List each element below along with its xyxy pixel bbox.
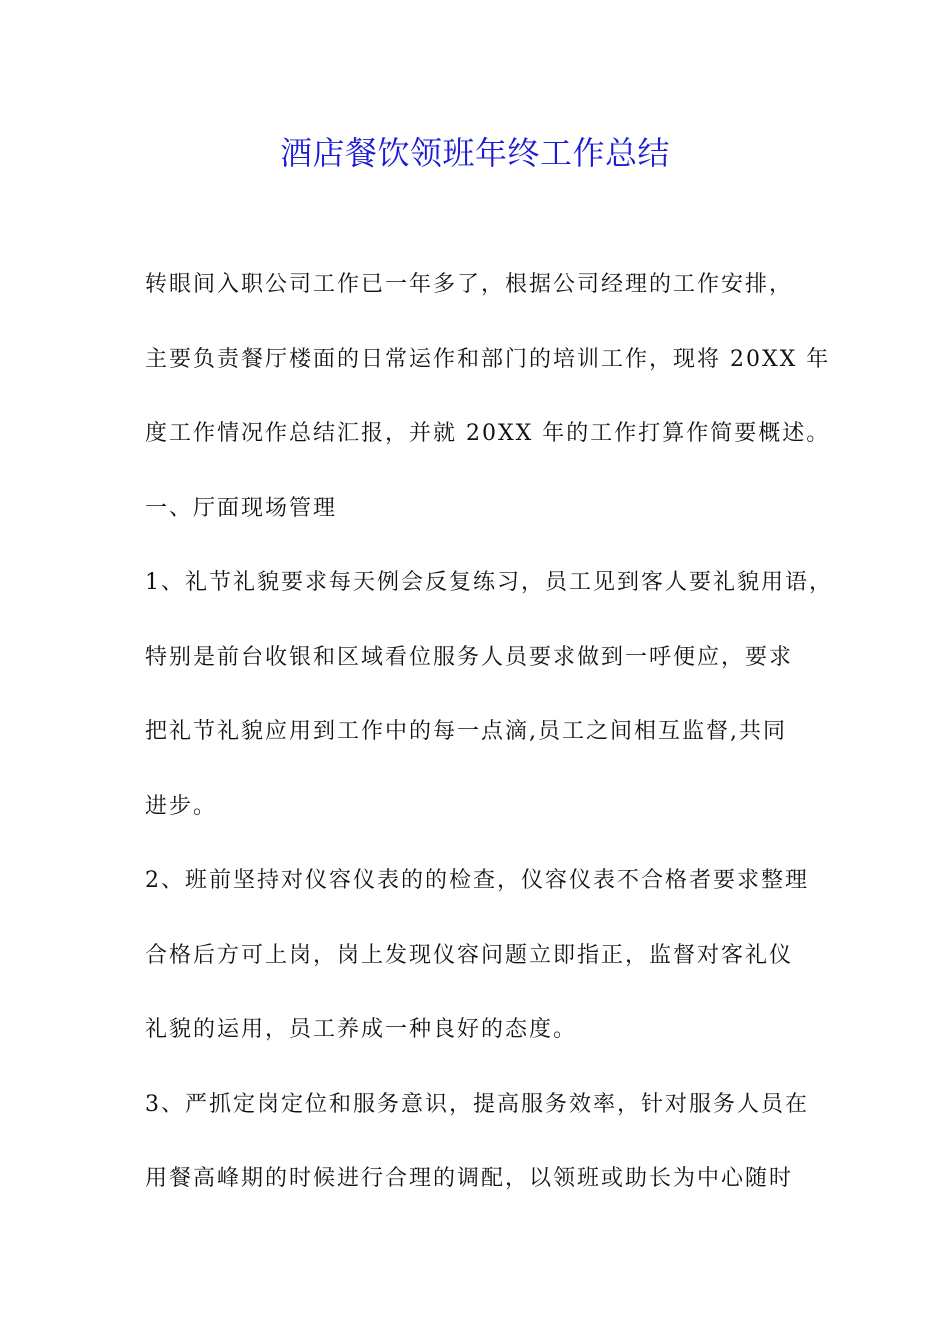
section-heading: 一、厅面现场管理 xyxy=(145,496,338,521)
text-line: 2、班前坚持对仪容仪表的的检查，仪容仪表不合格者要求整理 xyxy=(145,868,809,893)
text-line: 主要负责餐厅楼面的日常运作和部门的培训工作，现将 20XX 年 xyxy=(145,347,831,372)
text-line: 把礼节礼貌应用到工作中的每一点滴,员工之间相互监督,共同 xyxy=(145,719,787,744)
text-line: 转眼间入职公司工作已一年多了，根据公司经理的工作安排， xyxy=(145,272,794,297)
document-title: 酒店餐饮领班年终工作总结 xyxy=(279,134,670,172)
text-line: 用餐高峰期的时候进行合理的调配，以领班或助长为中心随时 xyxy=(145,1166,794,1191)
text-line: 度工作情况作总结汇报，并就 20XX 年的工作打算作简要概述。 xyxy=(145,421,831,446)
text-line: 礼貌的运用，员工养成一种良好的态度。 xyxy=(145,1017,578,1042)
text-line: 3、严抓定岗定位和服务意识，提高服务效率，针对服务人员在 xyxy=(145,1092,809,1117)
text-line: 合格后方可上岗，岗上发现仪容问题立即指正，监督对客礼仪 xyxy=(145,943,794,968)
text-line: 进步。 xyxy=(145,794,218,819)
text-line: 1、礼节礼貌要求每天例会反复练习，员工见到客人要礼貌用语， xyxy=(145,570,833,595)
text-line: 特别是前台收银和区域看位服务人员要求做到一呼便应，要求 xyxy=(145,645,794,670)
